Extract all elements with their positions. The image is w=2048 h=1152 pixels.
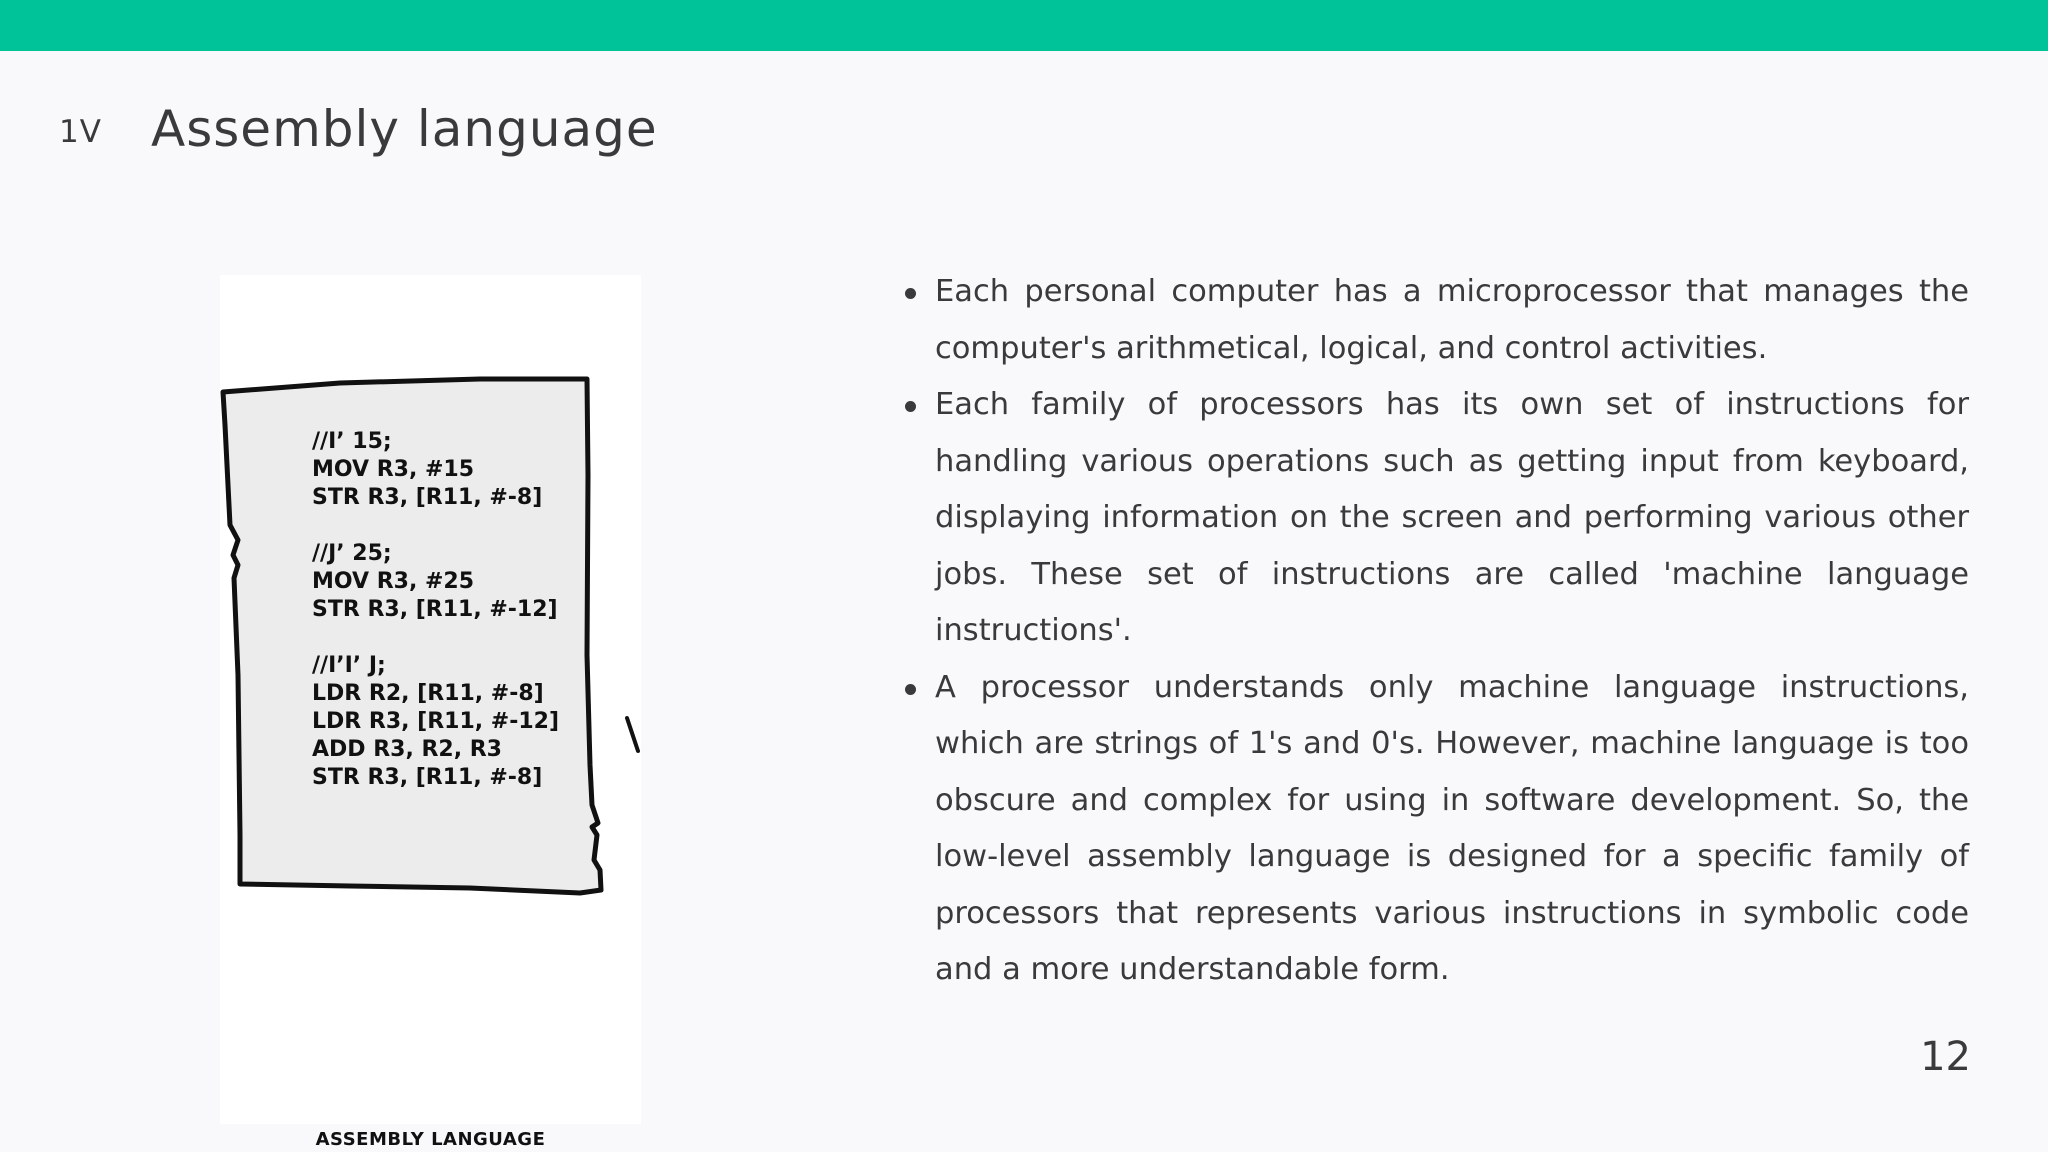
bullet-item: Each family of processors has its own set of instructions for handling various operations such as getting input from keyboard, displaying information on the screen and performing various other jobs. These set of instructions are called 'machine language instructions'. — [905, 377, 1969, 660]
page-number: 12 — [1920, 1034, 1971, 1080]
code-group-3 — [312, 652, 559, 792]
code-line: //I’I’ J; — [312, 653, 386, 678]
code-line: //I’ 15; — [312, 429, 392, 454]
code-line: ADD R3, R2, R3 — [312, 737, 502, 762]
code-group-2 — [312, 540, 559, 624]
code-line: STR R3, [R11, #-12] — [312, 597, 558, 622]
code-line: MOV R3, #25 — [312, 569, 475, 594]
code-line: STR R3, [R11, #-8] — [312, 485, 543, 510]
bullet-list — [905, 264, 1969, 999]
code-line: STR R3, [R11, #-8] — [312, 765, 543, 790]
code-group-1 — [312, 428, 559, 512]
code-line: //J’ 25; — [312, 541, 392, 566]
bullet-item: Each personal computer has a microprocessor that manages the computer's arithmetical, logical, and control activities. — [905, 264, 1969, 377]
illustration-caption: ASSEMBLY LANGUAGE — [315, 1129, 546, 1150]
top-accent-bar — [0, 0, 2048, 51]
code-line: LDR R2, [R11, #-8] — [312, 681, 544, 706]
bullet-item: A processor understands only machine language instructions, which are strings of 1's and 0's. However, machine language is too obscure and complex for using in software development. So, the low-level assembly language is designed for a specific family of processors that represents various instructions in symbolic code and a more understandable form. — [905, 660, 1969, 999]
code-line: MOV R3, #15 — [312, 457, 475, 482]
slide-title: Assembly language — [151, 100, 658, 158]
code-line: LDR R3, [R11, #-12] — [312, 709, 560, 734]
assembly-illustration — [220, 275, 641, 1150]
assembly-code — [312, 428, 559, 820]
section-number: 1V — [59, 114, 102, 150]
